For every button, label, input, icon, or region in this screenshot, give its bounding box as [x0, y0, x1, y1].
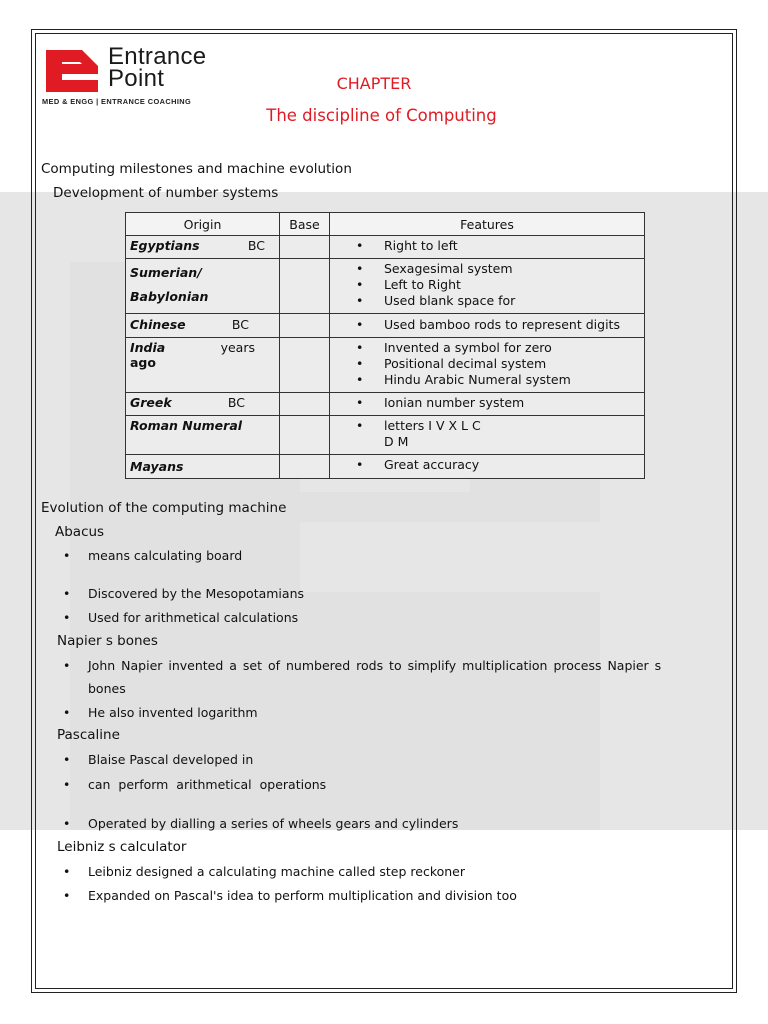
chapter-title: The discipline of Computing — [266, 106, 497, 125]
base-cell — [280, 259, 330, 314]
base-cell — [280, 236, 330, 259]
table-row — [126, 314, 645, 338]
list-item-continuation: bones — [88, 681, 126, 696]
features-cell: • Sexagesimal system • Left to Right • Used blank space for — [330, 259, 645, 314]
origin-cell: Greek BC — [126, 393, 280, 416]
subsection-heading: Leibniz s calculator — [57, 839, 187, 855]
table-row — [126, 416, 645, 455]
base-cell — [280, 314, 330, 338]
subsection-heading: Napier s bones — [57, 633, 158, 649]
logo-brand-name: Entrance Point — [108, 43, 207, 92]
subsection-heading: Development of number systems — [53, 185, 279, 201]
chapter-label: CHAPTER — [336, 74, 412, 93]
table-row — [126, 338, 645, 393]
subsection-heading: Pascaline — [57, 727, 120, 743]
table-row — [126, 393, 645, 416]
origin-cell: Chinese BC — [126, 314, 280, 338]
features-cell: • Ionian number system — [330, 393, 645, 416]
origin-cell: Sumerian/ Babylonian — [126, 259, 280, 314]
column-header-base: Base — [280, 213, 330, 236]
features-cell: • Used bamboo rods to represent digits — [330, 314, 645, 338]
features-cell: • Great accuracy — [330, 455, 645, 479]
logo-tagline: MED & ENGG | ENTRANCE COACHING — [42, 97, 192, 106]
features-cell: • Invented a symbol for zero • Positional decimal system • Hindu Arabic Numeral system — [330, 338, 645, 393]
column-header-origin: Origin — [126, 213, 280, 236]
table-header-row — [126, 213, 645, 236]
section-heading: Computing milestones and machine evolution — [41, 161, 352, 177]
table-row — [126, 236, 645, 259]
origin-cell: India years ago — [126, 338, 280, 393]
origin-cell: Roman Numeral — [126, 416, 280, 455]
base-cell — [280, 393, 330, 416]
base-cell — [280, 416, 330, 455]
base-cell — [280, 455, 330, 479]
section-heading: Evolution of the computing machine — [41, 500, 287, 516]
features-cell: • letters I V X L C D M — [330, 416, 645, 455]
origin-cell: Mayans — [126, 455, 280, 479]
origin-cell: Egyptians BC — [126, 236, 280, 259]
base-cell — [280, 338, 330, 393]
subsection-heading: Abacus — [55, 524, 105, 540]
table-row — [126, 455, 645, 479]
number-systems-table — [125, 212, 645, 479]
column-header-features: Features — [330, 213, 645, 236]
table-row — [126, 259, 645, 314]
features-cell: • Right to left — [330, 236, 645, 259]
